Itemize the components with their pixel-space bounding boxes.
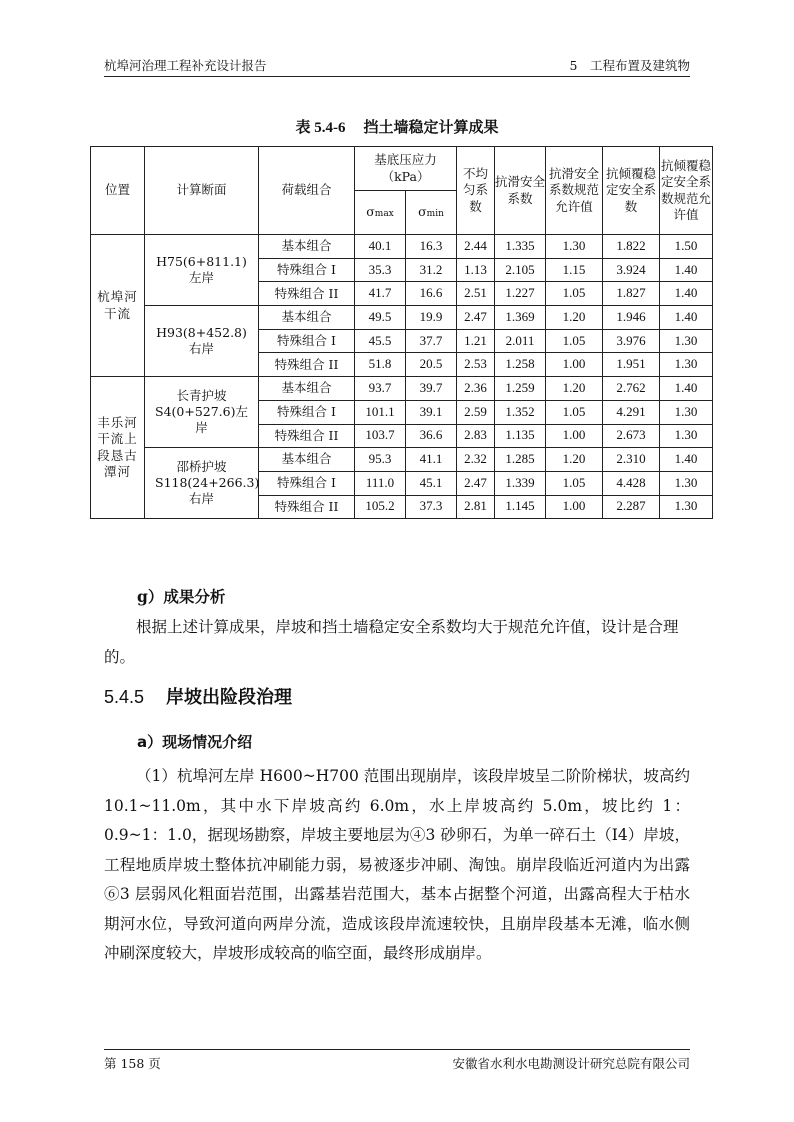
cell-load: 特殊组合 II bbox=[259, 282, 355, 306]
cell-overturn: 2.673 bbox=[603, 424, 660, 448]
page-header bbox=[104, 56, 690, 74]
cell-slide: 1.258 bbox=[495, 353, 546, 377]
cell-overturn-allow: 1.30 bbox=[660, 495, 713, 519]
table-title: 挡土墙稳定计算成果 bbox=[363, 118, 499, 136]
cell-load: 基本组合 bbox=[259, 448, 355, 472]
col-header-position: 位置 bbox=[91, 147, 145, 235]
cell-overturn-allow: 1.30 bbox=[660, 329, 713, 353]
cell-slide-allow: 1.00 bbox=[546, 353, 603, 377]
stability-table bbox=[90, 146, 713, 519]
cell-slide: 1.369 bbox=[495, 306, 546, 330]
table-number: 表 5.4-6 bbox=[295, 120, 346, 136]
table-row bbox=[91, 448, 713, 472]
cell-slide: 2.105 bbox=[495, 258, 546, 282]
section-title: 岸坡出险段治理 bbox=[166, 687, 293, 708]
col-header-slide: 抗滑安全系数 bbox=[495, 147, 546, 235]
cell-smax: 103.7 bbox=[355, 424, 406, 448]
cell-smax: 40.1 bbox=[355, 235, 406, 259]
cell-uneven: 2.47 bbox=[457, 471, 495, 495]
cell-smin: 39.7 bbox=[406, 377, 457, 401]
cell-overturn: 4.428 bbox=[603, 471, 660, 495]
table-row bbox=[91, 306, 713, 330]
cell-uneven: 2.51 bbox=[457, 282, 495, 306]
cell-smin: 16.6 bbox=[406, 282, 457, 306]
cell-overturn-allow: 1.40 bbox=[660, 282, 713, 306]
cell-slide-allow: 1.20 bbox=[546, 448, 603, 472]
header-chapter-title: 5 工程布置及建筑物 bbox=[569, 58, 690, 73]
col-header-slide-allow: 抗滑安全系数规范允许值 bbox=[546, 147, 603, 235]
col-header-pressure: 基底压应力（kPa） bbox=[355, 147, 457, 191]
cell-overturn: 2.310 bbox=[603, 448, 660, 472]
cell-overturn: 2.762 bbox=[603, 377, 660, 401]
cell-smin: 16.3 bbox=[406, 235, 457, 259]
cell-smin: 39.1 bbox=[406, 400, 457, 424]
cell-smin: 31.2 bbox=[406, 258, 457, 282]
cell-uneven: 2.53 bbox=[457, 353, 495, 377]
cell-load: 基本组合 bbox=[259, 377, 355, 401]
col-header-smin: σmin bbox=[406, 191, 457, 235]
cell-section: H93(8+452.8)右岸 bbox=[145, 306, 259, 377]
cell-uneven: 2.83 bbox=[457, 424, 495, 448]
cell-overturn-allow: 1.40 bbox=[660, 377, 713, 401]
cell-overturn: 1.946 bbox=[603, 306, 660, 330]
footer-institute: 安徽省水利水电勘测设计研究总院有限公司 bbox=[452, 1056, 690, 1071]
cell-smax: 105.2 bbox=[355, 495, 406, 519]
cell-overturn-allow: 1.40 bbox=[660, 448, 713, 472]
cell-slide: 1.339 bbox=[495, 471, 546, 495]
table-row bbox=[91, 235, 713, 259]
cell-smax: 51.8 bbox=[355, 353, 406, 377]
cell-uneven: 2.36 bbox=[457, 377, 495, 401]
col-header-uneven: 不均匀系数 bbox=[457, 147, 495, 235]
heading-results-analysis: g）成果分析 bbox=[137, 587, 226, 606]
cell-overturn: 1.827 bbox=[603, 282, 660, 306]
cell-slide-allow: 1.05 bbox=[546, 329, 603, 353]
cell-slide-allow: 1.20 bbox=[546, 306, 603, 330]
header-report-title: 杭埠河治理工程补充设计报告 bbox=[104, 58, 267, 73]
cell-section: 邵桥护坡S118(24+266.3)右岸 bbox=[145, 448, 259, 519]
table-row bbox=[91, 377, 713, 401]
cell-overturn-allow: 1.40 bbox=[660, 258, 713, 282]
cell-overturn: 4.291 bbox=[603, 400, 660, 424]
cell-load: 特殊组合 I bbox=[259, 329, 355, 353]
paragraph-results: 根据上述计算成果，岸坡和挡土墙稳定安全系数均大于规范允许值，设计是合理的。 bbox=[104, 618, 679, 666]
col-header-overturn: 抗倾覆稳定安全系数 bbox=[603, 147, 660, 235]
cell-overturn-allow: 1.30 bbox=[660, 400, 713, 424]
cell-load: 特殊组合 II bbox=[259, 353, 355, 377]
cell-uneven: 2.47 bbox=[457, 306, 495, 330]
cell-slide: 1.227 bbox=[495, 282, 546, 306]
cell-uneven: 2.59 bbox=[457, 400, 495, 424]
cell-load: 特殊组合 I bbox=[259, 258, 355, 282]
cell-overturn: 2.287 bbox=[603, 495, 660, 519]
cell-position: 丰乐河干流上段恳古潭河 bbox=[91, 377, 145, 519]
cell-slide: 1.285 bbox=[495, 448, 546, 472]
cell-uneven: 2.32 bbox=[457, 448, 495, 472]
cell-smax: 45.5 bbox=[355, 329, 406, 353]
cell-uneven: 1.13 bbox=[457, 258, 495, 282]
cell-slide: 1.145 bbox=[495, 495, 546, 519]
cell-slide-allow: 1.00 bbox=[546, 424, 603, 448]
cell-load: 特殊组合 II bbox=[259, 424, 355, 448]
cell-smin: 19.9 bbox=[406, 306, 457, 330]
col-header-smax: σmax bbox=[355, 191, 406, 235]
cell-overturn-allow: 1.30 bbox=[660, 353, 713, 377]
cell-smin: 37.7 bbox=[406, 329, 457, 353]
col-header-section: 计算断面 bbox=[145, 147, 259, 235]
page-number: 第 158 页 bbox=[104, 1056, 161, 1071]
cell-section: 长青护坡S4(0+527.6)左岸 bbox=[145, 377, 259, 448]
cell-smin: 37.3 bbox=[406, 495, 457, 519]
cell-overturn-allow: 1.50 bbox=[660, 235, 713, 259]
cell-overturn-allow: 1.30 bbox=[660, 424, 713, 448]
cell-slide-allow: 1.15 bbox=[546, 258, 603, 282]
cell-smin: 20.5 bbox=[406, 353, 457, 377]
cell-load: 基本组合 bbox=[259, 306, 355, 330]
cell-slide: 1.335 bbox=[495, 235, 546, 259]
cell-overturn: 3.924 bbox=[603, 258, 660, 282]
cell-smin: 45.1 bbox=[406, 471, 457, 495]
heading-site-situation: a）现场情况介绍 bbox=[137, 733, 253, 751]
cell-smin: 41.1 bbox=[406, 448, 457, 472]
table-caption bbox=[0, 116, 794, 137]
cell-slide-allow: 1.05 bbox=[546, 400, 603, 424]
cell-overturn: 1.822 bbox=[603, 235, 660, 259]
cell-slide-allow: 1.30 bbox=[546, 235, 603, 259]
cell-smax: 49.5 bbox=[355, 306, 406, 330]
cell-slide-allow: 1.00 bbox=[546, 495, 603, 519]
cell-load: 特殊组合 I bbox=[259, 400, 355, 424]
cell-slide: 1.259 bbox=[495, 377, 546, 401]
cell-load: 特殊组合 II bbox=[259, 495, 355, 519]
cell-load: 特殊组合 I bbox=[259, 471, 355, 495]
cell-uneven: 1.21 bbox=[457, 329, 495, 353]
col-header-load: 荷载组合 bbox=[259, 147, 355, 235]
cell-slide-allow: 1.20 bbox=[546, 377, 603, 401]
cell-smax: 93.7 bbox=[355, 377, 406, 401]
cell-smax: 101.1 bbox=[355, 400, 406, 424]
cell-uneven: 2.81 bbox=[457, 495, 495, 519]
cell-smax: 95.3 bbox=[355, 448, 406, 472]
cell-uneven: 2.44 bbox=[457, 235, 495, 259]
cell-overturn: 3.976 bbox=[603, 329, 660, 353]
cell-slide: 1.352 bbox=[495, 400, 546, 424]
cell-overturn: 1.951 bbox=[603, 353, 660, 377]
cell-slide: 2.011 bbox=[495, 329, 546, 353]
cell-overturn-allow: 1.40 bbox=[660, 306, 713, 330]
cell-position: 杭埠河干流 bbox=[91, 235, 145, 377]
cell-load: 基本组合 bbox=[259, 235, 355, 259]
paragraph-site-description: （1）杭埠河左岸 H600~H700 范围出现崩岸，该段岸坡呈二阶阶梯状，坡高约 10.1~11.0m，其中水下岸坡高约 6.0m，水上岸坡高约 5.0m，坡比约 1：0.9~1：1.0，据现场勘察，岸坡主要地层为④3 砂卵石，为单一碎石土（I4）岸坡，工程地质岸坡土整体抗冲刷能力弱，易被逐步冲刷、淘蚀。崩岸段临近河道内为出露⑥3 层弱风化粗面岩范围，出露基岩范围大，基本占据整个河道，出露高程大于枯水期河水位，导致河道向两岸分流，造成该段岸流速较快，且崩岸段基本无滩，临水侧冲刷深度较大，岸坡形成较高的临空面，最终形成崩岸。 bbox=[104, 767, 690, 962]
cell-smin: 36.6 bbox=[406, 424, 457, 448]
cell-section: H75(6+811.1)左岸 bbox=[145, 235, 259, 306]
cell-slide-allow: 1.05 bbox=[546, 282, 603, 306]
col-header-overturn-allow: 抗倾覆稳定安全系数规范允许值 bbox=[660, 147, 713, 235]
section-heading bbox=[104, 683, 292, 709]
section-number: 5.4.5 bbox=[104, 687, 145, 707]
cell-slide: 1.135 bbox=[495, 424, 546, 448]
cell-smax: 111.0 bbox=[355, 471, 406, 495]
cell-smax: 41.7 bbox=[355, 282, 406, 306]
footer-rule bbox=[104, 1049, 690, 1050]
header-rule bbox=[104, 76, 690, 77]
cell-smax: 35.3 bbox=[355, 258, 406, 282]
cell-slide-allow: 1.05 bbox=[546, 471, 603, 495]
cell-overturn-allow: 1.30 bbox=[660, 471, 713, 495]
